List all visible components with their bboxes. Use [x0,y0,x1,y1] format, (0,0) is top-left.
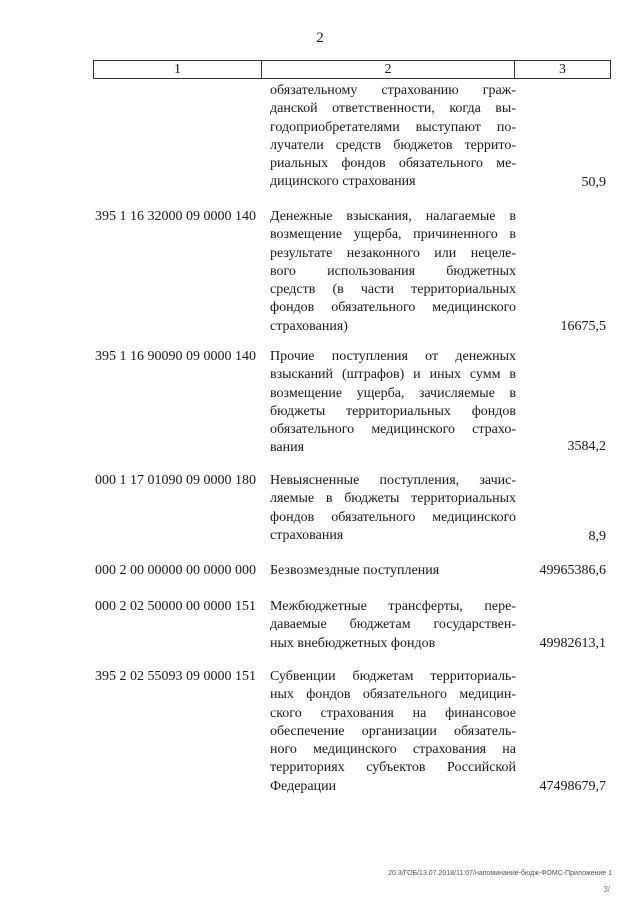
desc-line: дицинского страхования [270,174,416,190]
row-description [270,82,516,192]
desc-line: ных фондов обязательного медицин- [270,687,516,703]
desc-line: Денежные взыскания, налагаемые в [270,209,516,224]
desc-line: Прочие поступления от денежных [270,349,516,364]
header-col-2: 2 [262,61,515,78]
row-description [270,562,516,580]
footer-mark: 3/ [603,885,610,894]
row-description [270,348,516,458]
desc-line: вого использования бюджетных [270,263,516,279]
desc-line: взысканий (штрафов) и иных сумм в [270,367,516,383]
row-value: 47498679,7 [539,779,606,794]
table-header [93,60,611,79]
row-value: 8,9 [588,529,606,544]
desc-line: ных внебюджетных фондов [270,635,436,651]
desc-line: бюджеты территориальных фондов [270,403,516,419]
row-code: 000 2 00 00000 00 0000 000 [95,563,256,578]
row-description [270,598,516,653]
header-col-3: 3 [559,61,566,77]
row-value: 50,9 [581,175,606,190]
row-description [270,668,516,796]
desc-line: фондов обязательного медицинского [270,509,516,525]
row-value: 49982613,1 [539,636,606,651]
row-description [270,208,516,336]
desc-line: Невыясненные поступления, зачис- [270,473,516,488]
desc-line: даваемые бюджетам государствен- [270,617,516,633]
desc-line: вания [270,440,305,456]
header-col-1: 1 [94,61,262,78]
desc-line: фондов обязательного медицинского [270,300,516,316]
row-value: 49965386,6 [539,563,606,578]
desc-line: ляемые в бюджеты территориальных [270,491,516,507]
desc-line: возмещение ущерба, зачисляемые в [270,385,516,401]
desc-line: страхования) [270,318,348,334]
desc-line: годоприобретателями выступают по- [270,119,516,135]
footer-reference: 20.3/ГОБ/13.07.2018/11:07/напоминание-бюдж-ФОМС-Приложение 1 [388,870,612,877]
row-code: 000 2 02 50000 00 0000 151 [95,599,256,614]
desc-line: результате незаконного или нецеле- [270,245,516,261]
desc-line: данской ответственности, когда вы- [270,101,516,117]
row-code: 395 1 16 32000 09 0000 140 [95,209,256,224]
desc-line: страхования [270,527,344,543]
desc-line: территориях субъектов Российской [270,760,516,776]
row-code: 395 2 02 55093 09 0000 151 [95,669,256,684]
desc-line: возмещение ущерба, причиненного в [270,227,516,243]
desc-line: риальных фондов обязательного ме- [270,156,516,172]
desc-line: обязательного медицинского страхо- [270,422,516,438]
page-number: 2 [316,30,324,46]
desc-line: Субвенции бюджетам территориаль- [270,669,516,684]
desc-line: Безвозмездные поступления [270,563,440,578]
row-value: 3584,2 [567,439,606,454]
desc-line: обязательному страхованию граж- [270,83,516,98]
row-value: 16675,5 [560,319,606,334]
desc-line: Федерации [270,778,337,794]
desc-line: ского страхования на финансовое [270,705,516,721]
desc-line: Межбюджетные трансферты, пере- [270,599,516,614]
desc-line: лучатели средств бюджетов террито- [270,137,516,153]
row-code: 395 1 16 90090 09 0000 140 [95,349,256,364]
desc-line: ного медицинского страхования на [270,742,516,758]
row-code: 000 1 17 01090 09 0000 180 [95,473,256,488]
desc-line: обеспечение организации обязатель- [270,723,516,739]
desc-line: средств (в части территориальных [270,282,516,298]
row-description [270,472,516,545]
